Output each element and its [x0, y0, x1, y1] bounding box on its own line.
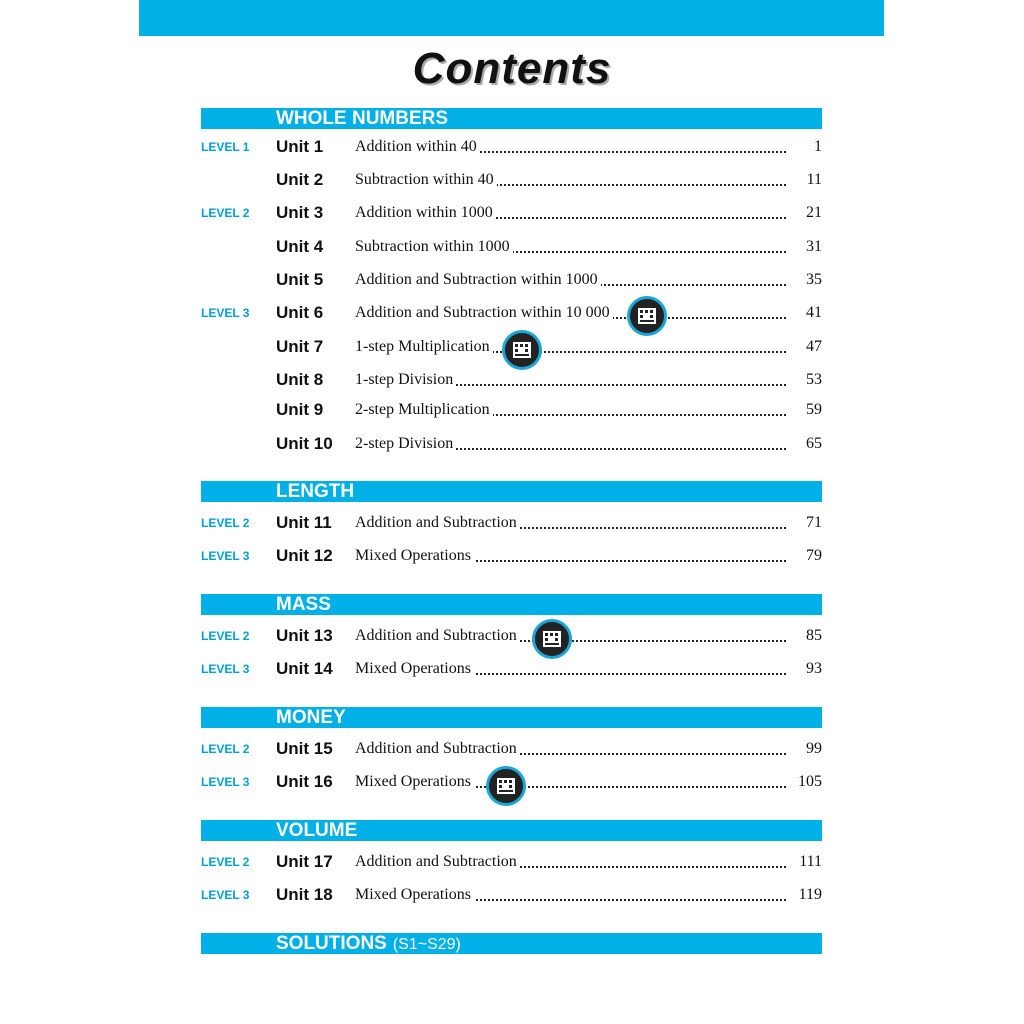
topic-title: Addition and Subtraction within 1000 — [355, 271, 601, 288]
topic-title: Mixed Operations — [355, 773, 474, 790]
topic-cell — [355, 769, 786, 795]
unit-label: Unit 18 — [276, 885, 333, 904]
page-number: 59 — [806, 401, 822, 418]
topic-title: Addition and Subtraction — [355, 627, 520, 644]
unit-label: Unit 11 — [276, 513, 332, 532]
toc-row[interactable] — [0, 543, 1024, 569]
section-header-length — [201, 481, 822, 502]
toc-row[interactable] — [0, 623, 1024, 649]
page-number: 85 — [806, 627, 822, 644]
topic-title: Addition and Subtraction — [355, 514, 520, 531]
page-number: 31 — [806, 238, 822, 255]
topic-cell — [355, 736, 786, 762]
section-header-volume — [201, 820, 822, 841]
topic-title: Addition within 40 — [355, 138, 480, 155]
topic-cell — [355, 234, 786, 260]
topic-title: Mixed Operations — [355, 886, 474, 903]
section-title: SOLUTIONS (S1~S29) — [276, 933, 461, 954]
toc-row[interactable] — [0, 167, 1024, 193]
topic-title: Mixed Operations — [355, 660, 474, 677]
topic-cell — [355, 300, 786, 326]
unit-label: Unit 9 — [276, 400, 324, 419]
video-badge-icon[interactable] — [627, 296, 667, 336]
page-number: 1 — [814, 138, 822, 155]
page-number: 105 — [798, 773, 822, 790]
unit-label: Unit 1 — [276, 137, 324, 156]
topic-cell — [355, 334, 786, 360]
toc-row[interactable] — [0, 300, 1024, 326]
level-label: LEVEL 3 — [201, 775, 250, 789]
video-badge-icon[interactable] — [502, 330, 542, 370]
page-number: 47 — [806, 338, 822, 355]
page-number: 111 — [799, 853, 822, 870]
topic-title: 2-step Multiplication — [355, 401, 493, 418]
toc-row[interactable] — [0, 200, 1024, 226]
topic-cell — [355, 397, 786, 423]
toc-row[interactable] — [0, 656, 1024, 682]
topic-cell — [355, 367, 786, 393]
unit-label: Unit 10 — [276, 434, 333, 453]
video-badge-icon[interactable] — [532, 619, 572, 659]
video-badge-icon[interactable] — [486, 766, 526, 806]
topic-title: Addition and Subtraction — [355, 853, 520, 870]
topic-title: Subtraction within 40 — [355, 171, 497, 188]
section-title: WHOLE NUMBERS — [276, 108, 449, 129]
page-number: 119 — [798, 886, 822, 903]
page-number: 93 — [806, 660, 822, 677]
topic-title: Addition and Subtraction within 10 000 — [355, 304, 613, 321]
level-label: LEVEL 2 — [201, 629, 250, 643]
level-label: LEVEL 3 — [201, 549, 250, 563]
unit-label: Unit 5 — [276, 270, 324, 289]
topic-cell — [355, 431, 786, 457]
topic-cell — [355, 134, 786, 160]
page-title: Contents — [412, 44, 612, 93]
unit-label: Unit 6 — [276, 303, 324, 322]
toc-row[interactable] — [0, 431, 1024, 457]
section-title: LENGTH — [276, 481, 355, 502]
unit-label: Unit 15 — [276, 739, 333, 758]
unit-label: Unit 4 — [276, 237, 324, 256]
toc-row[interactable] — [0, 736, 1024, 762]
topic-title: Subtraction within 1000 — [355, 238, 513, 255]
page-number: 35 — [806, 271, 822, 288]
topic-cell — [355, 849, 786, 875]
topic-title: Addition and Subtraction — [355, 740, 520, 757]
toc-row[interactable] — [0, 134, 1024, 160]
page-number: 53 — [806, 371, 822, 388]
top-color-bar — [139, 0, 884, 36]
section-title: VOLUME — [276, 820, 358, 841]
unit-label: Unit 14 — [276, 659, 333, 678]
topic-cell — [355, 200, 786, 226]
toc-row[interactable] — [0, 397, 1024, 423]
topic-cell — [355, 882, 786, 908]
toc-row[interactable] — [0, 234, 1024, 260]
unit-label: Unit 7 — [276, 337, 324, 356]
page-number: 99 — [806, 740, 822, 757]
topic-cell — [355, 167, 786, 193]
topic-title: 1-step Division — [355, 371, 456, 388]
level-label: LEVEL 3 — [201, 888, 250, 902]
level-label: LEVEL 3 — [201, 306, 250, 320]
unit-label: Unit 16 — [276, 772, 333, 791]
topic-title: 2-step Division — [355, 435, 456, 452]
level-label: LEVEL 3 — [201, 662, 250, 676]
toc-row[interactable] — [0, 510, 1024, 536]
page-number: 41 — [806, 304, 822, 321]
unit-label: Unit 17 — [276, 852, 333, 871]
toc-row[interactable] — [0, 882, 1024, 908]
section-header-mass — [201, 594, 822, 615]
section-title: MASS — [276, 594, 331, 615]
page-number: 71 — [806, 514, 822, 531]
unit-label: Unit 2 — [276, 170, 324, 189]
unit-label: Unit 13 — [276, 626, 333, 645]
level-label: LEVEL 2 — [201, 516, 250, 530]
level-label: LEVEL 2 — [201, 742, 250, 756]
page-number: 21 — [806, 204, 822, 221]
topic-title: Addition within 1000 — [355, 204, 496, 221]
unit-label: Unit 3 — [276, 203, 324, 222]
page-number: 79 — [806, 547, 822, 564]
toc-row[interactable] — [0, 849, 1024, 875]
page-number: 65 — [806, 435, 822, 452]
topic-title: Mixed Operations — [355, 547, 474, 564]
topic-cell — [355, 543, 786, 569]
unit-label: Unit 8 — [276, 370, 324, 389]
section-title: MONEY — [276, 707, 346, 728]
level-label: LEVEL 2 — [201, 855, 250, 869]
section-header-whole-numbers — [201, 108, 822, 129]
topic-cell — [355, 656, 786, 682]
unit-label: Unit 12 — [276, 546, 333, 565]
section-header-money — [201, 707, 822, 728]
toc-row[interactable] — [0, 267, 1024, 293]
toc-row[interactable] — [0, 367, 1024, 393]
topic-cell — [355, 510, 786, 536]
solutions-range: (S1~S29) — [392, 936, 461, 953]
page-number: 11 — [806, 171, 822, 188]
topic-title: 1-step Multiplication — [355, 338, 493, 355]
topic-cell — [355, 267, 786, 293]
section-header-solutions — [201, 933, 822, 954]
level-label: LEVEL 1 — [201, 140, 250, 154]
level-label: LEVEL 2 — [201, 206, 250, 220]
